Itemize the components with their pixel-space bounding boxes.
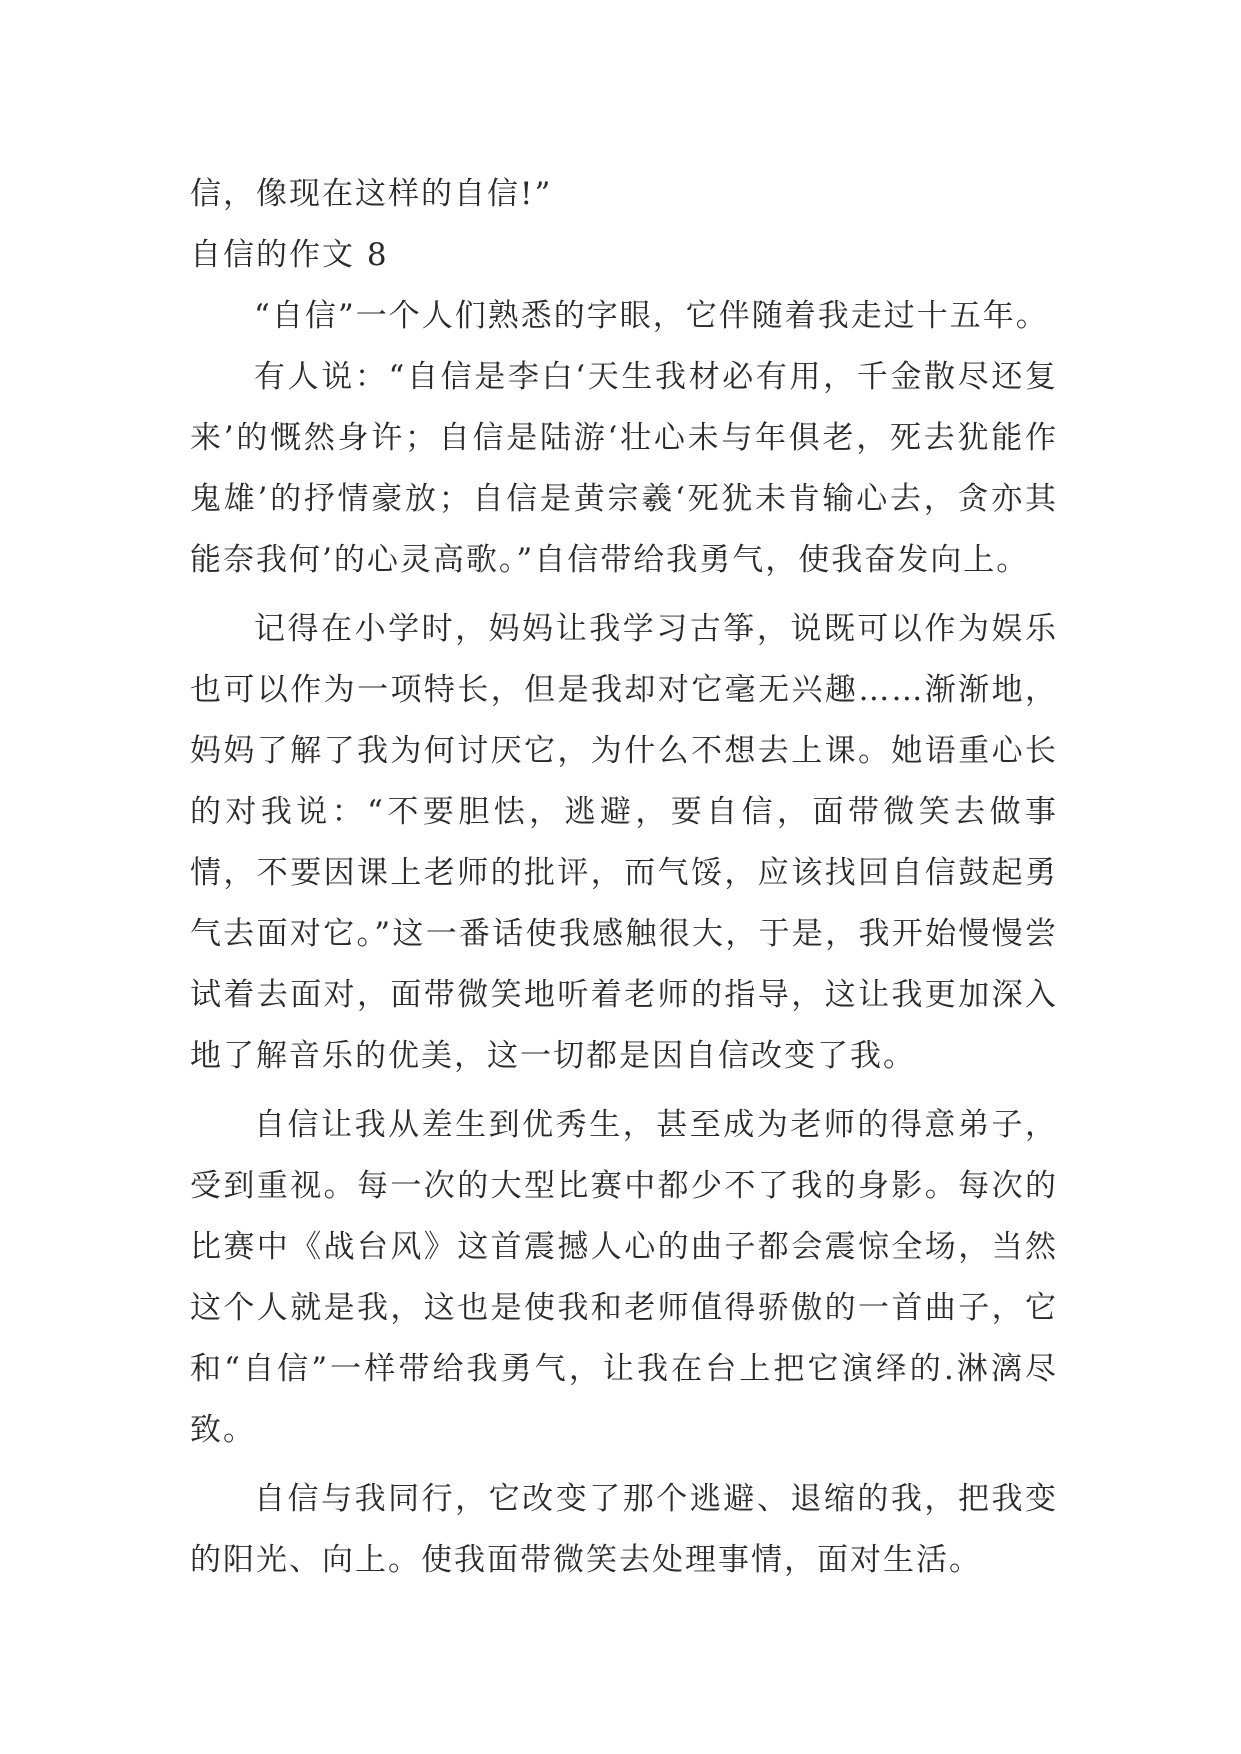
- paragraph-1: “自信”一个人们熟悉的字眼，它伴随着我走过十五年。: [254, 298, 1049, 334]
- continuation-line: 信，像现在这样的自信!”: [190, 176, 553, 212]
- paragraph-5: 自信与我同行，它改变了那个逃避、退缩的我，把我变的阳光、向上。使我面带微笑去处理事情，面对生活。: [190, 1481, 1058, 1578]
- paragraph-2: 有人说：“自信是李白‘天生我材必有用，千金散尽还复来’的慨然身许；自信是陆游‘壮心未与年俱老，死去犹能作鬼雄’的抒情豪放；自信是黄宗羲‘死犹未肯输心去，贪亦其能奈我何’的心灵高歌。”自信带给我勇气，使我奋发向上。: [190, 359, 1058, 578]
- paragraph-4: 自信让我从差生到优秀生，甚至成为老师的得意弟子，受到重视。每一次的大型比赛中都少不了我的身影。每次的比赛中《战台风》这首震撼人心的曲子都会震惊全场，当然这个人就是我，这也是使我和老师值得骄傲的一首曲子，它和“自信”一样带给我勇气，让我在台上把它演绎的.淋漓尽致。: [190, 1107, 1058, 1448]
- essay-heading: 自信的作文 8: [190, 237, 389, 273]
- paragraph-3: 记得在小学时，妈妈让我学习古筝，说既可以作为娱乐也可以作为一项特长，但是我却对它毫无兴趣……渐渐地，妈妈了解了我为何讨厌它，为什么不想去上课。她语重心长的对我说：“不要胆怯，逃避，要自信，面带微笑去做事情，不要因课上老师的批评，而气馁，应该找回自信鼓起勇气去面对它。”这一番话使我感触很大，于是，我开始慢慢尝试着去面对，面带微笑地听着老师的指导，这让我更加深入地了解音乐的优美，这一切都是因自信改变了我。: [190, 611, 1058, 1074]
- document-body: [190, 164, 1058, 1591]
